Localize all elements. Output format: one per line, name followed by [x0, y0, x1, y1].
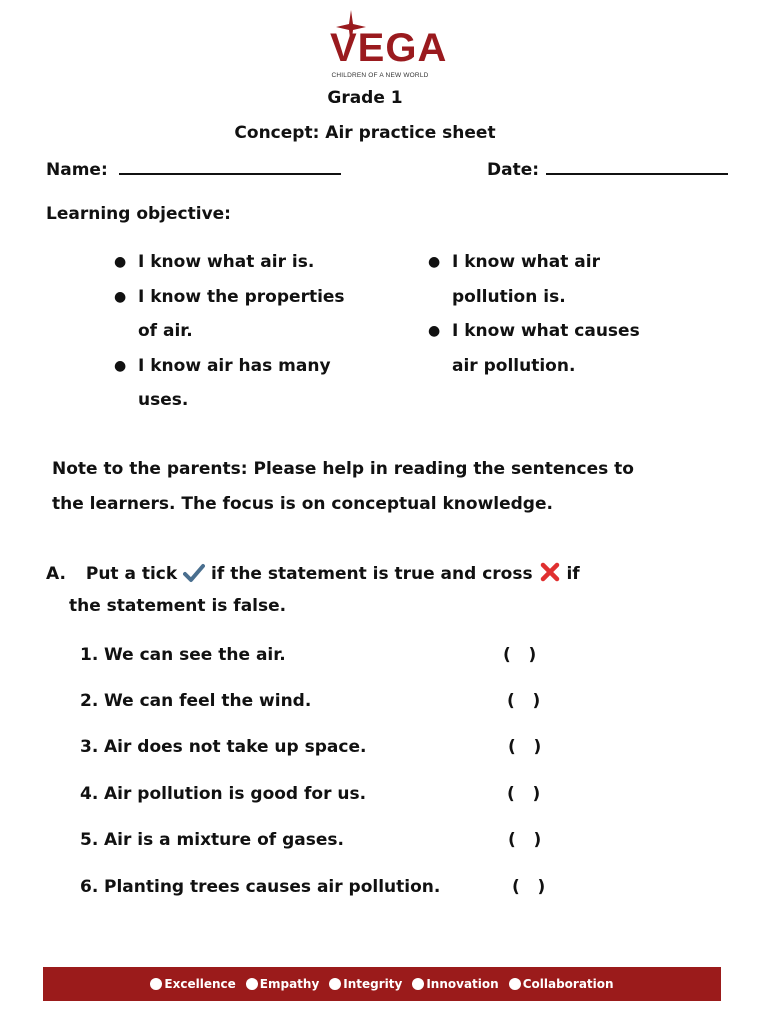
circle-icon — [246, 978, 258, 990]
bullet-icon: ● — [428, 254, 441, 270]
date-field — [487, 157, 728, 180]
question-number: 2. — [80, 691, 99, 711]
instruction-part-2: if the statement is true and cross — [211, 564, 533, 584]
logo-word: VEGA — [330, 26, 448, 70]
bullet-icon: ● — [114, 254, 127, 270]
value-empathy: Empathy — [246, 977, 320, 991]
bullet-icon: ● — [428, 323, 441, 339]
date-blank[interactable] — [546, 157, 728, 175]
instruction-part-4: the statement is false. — [69, 596, 287, 616]
name-label: Name: — [46, 160, 108, 180]
answer-box[interactable]: ( ) — [507, 784, 541, 804]
answer-box[interactable]: ( ) — [512, 877, 546, 897]
question-text: Air does not take up space. — [104, 737, 367, 757]
vega-logo — [330, 10, 448, 84]
values-footer — [43, 967, 721, 1001]
question-row — [80, 877, 580, 901]
circle-icon — [150, 978, 162, 990]
circle-icon — [509, 978, 521, 990]
name-field — [46, 157, 341, 180]
question-row — [80, 784, 580, 808]
question-number: 6. — [80, 877, 99, 897]
question-number: 4. — [80, 784, 99, 804]
concept-title: Concept: Air practice sheet — [234, 123, 496, 143]
instruction-part-1: Put a tick — [85, 564, 178, 584]
answer-box[interactable]: ( ) — [508, 830, 542, 850]
question-row — [80, 645, 580, 669]
list-item: ● I know what air pollution is. — [428, 245, 668, 314]
question-number: 3. — [80, 737, 99, 757]
value-innovation: Innovation — [412, 977, 498, 991]
parent-note — [52, 452, 742, 522]
question-text: Planting trees causes air pollution. — [104, 877, 441, 897]
question-text: Air pollution is good for us. — [104, 784, 367, 804]
cross-icon — [539, 561, 561, 583]
question-row — [80, 691, 580, 715]
list-item: ● I know air has many uses. — [114, 349, 364, 418]
value-excellence: Excellence — [150, 977, 235, 991]
objectives-right-list — [428, 245, 668, 383]
answer-box[interactable]: ( ) — [503, 645, 537, 665]
name-blank[interactable] — [119, 157, 341, 175]
question-number: 5. — [80, 830, 99, 850]
date-label: Date: — [487, 160, 540, 180]
objectives-left-list — [114, 245, 364, 418]
tick-icon — [183, 563, 205, 583]
section-a-instruction — [46, 561, 580, 584]
objectives-heading: Learning objective: — [46, 204, 231, 224]
value-collaboration: Collaboration — [509, 977, 614, 991]
question-number: 1. — [80, 645, 99, 665]
bullet-icon: ● — [114, 288, 127, 305]
note-line-1: Note to the parents: Please help in reading the sentences to — [52, 459, 634, 479]
note-line-2: the learners. The focus is on conceptual knowledge. — [52, 494, 553, 514]
circle-icon — [329, 978, 341, 990]
question-row — [80, 737, 580, 761]
section-letter: A. — [46, 564, 66, 584]
list-item: ● I know what air is. — [114, 245, 364, 280]
question-text: We can see the air. — [104, 645, 286, 665]
question-row — [80, 830, 580, 854]
answer-box[interactable]: ( ) — [507, 691, 541, 711]
instruction-part-3: if — [566, 564, 580, 584]
bullet-icon: ● — [114, 357, 127, 374]
list-item: ● I know the properties of air. — [114, 280, 364, 349]
value-integrity: Integrity — [329, 977, 402, 991]
circle-icon — [412, 978, 424, 990]
answer-box[interactable]: ( ) — [508, 737, 542, 757]
list-item: ● I know what causes air pollution. — [428, 314, 668, 383]
logo-tagline: CHILDREN OF A NEW WORLD — [331, 72, 429, 79]
question-text: We can feel the wind. — [104, 691, 312, 711]
grade-title: Grade 1 — [327, 88, 403, 108]
question-text: Air is a mixture of gases. — [104, 830, 344, 850]
